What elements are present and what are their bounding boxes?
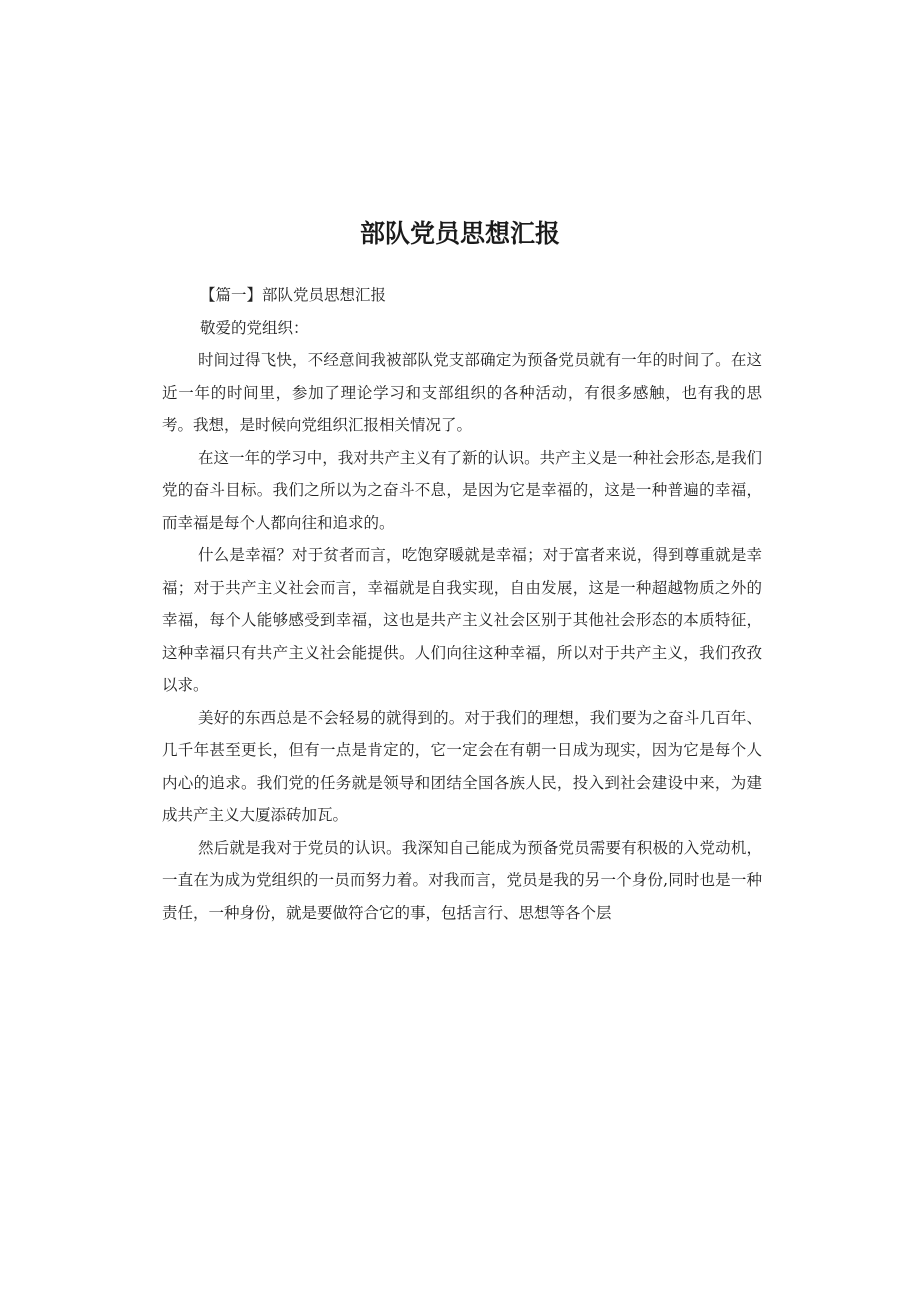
paragraph: 时间过得飞快，不经意间我被部队党支部确定为预备党员就有一年的时间了。在这近一年的时间里，参加了理论学习和支部组织的各种活动，有很多感触，也有我的思考。我想，是时候向党组织汇报相关情况了。 (162, 351, 762, 434)
document-body (162, 279, 762, 929)
paragraph: 在这一年的学习中，我对共产主义有了新的认识。共产主义是一种社会形态,是我们党的奋斗目标。我们之所以为之奋斗不息，是因为它是幸福的，这是一种普遍的幸福，而幸福是每个人都向往和追求的。 (162, 448, 762, 532)
document-title: 部队党员思想汇报 (359, 219, 560, 248)
paragraph: 然后就是我对于党员的认识。我深知自己能成为预备党员需要有积极的入党动机，一直在为成为党组织的一员而努力着。对我而言，党员是我的另一个身份,同时也是一种责任，一种身份，就是要做符合它的事，包括言行、思想等各个层 (162, 838, 762, 922)
section-heading: 【篇一】部队党员思想汇报 (200, 286, 387, 304)
paragraph: 什么是幸福？对于贫者而言，吃饱穿暖就是幸福；对于富者来说，得到尊重就是幸福；对于共产主义社会而言，幸福就是自我实现，自由发展，这是一种超越物质之外的幸福，每个人能够感受到幸福，这也是共产主义社会区别于其他社会形态的本质特征，这种幸福只有共产主义社会能提供。人们向往这种幸福，所以对于共产主义，我们孜孜以求。 (162, 546, 762, 694)
paragraph: 美好的东西总是不会轻易的就得到的。对于我们的理想，我们要为之奋斗几百年、几千年甚至更长，但有一点是肯定的，它一定会在有朝一日成为现实，因为它是每个人内心的追求。我们党的任务就是领导和团结全国各族人民，投入到社会建设中来，为建成共产主义大厦添砖加瓦。 (162, 708, 762, 824)
salutation: 敬爱的党组织： (200, 318, 309, 337)
